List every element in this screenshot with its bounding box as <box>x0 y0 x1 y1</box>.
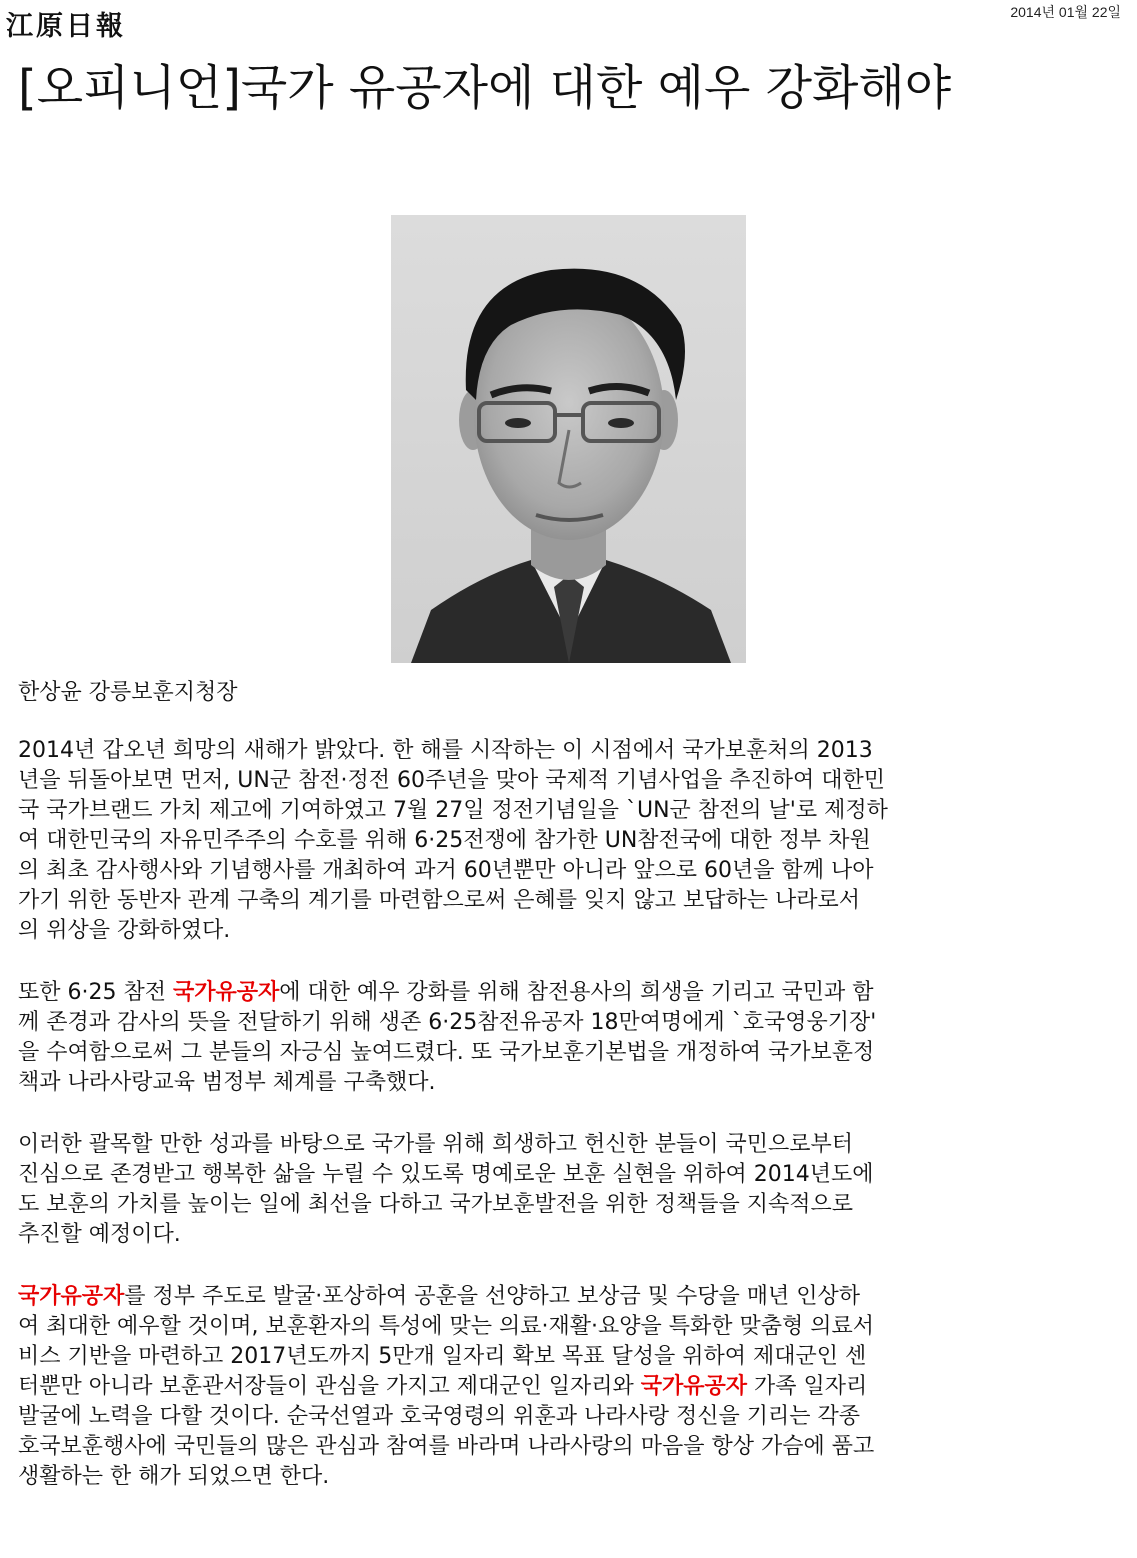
paragraph-line <box>18 1008 1120 1038</box>
paragraph-line <box>18 1130 1120 1160</box>
text-segment: 책과 나라사랑교육 범정부 체계를 구축했다. <box>18 1070 436 1095</box>
paragraph-line <box>18 1220 1120 1250</box>
text-segment: 생활하는 한 해가 되었으면 한다. <box>18 1464 330 1489</box>
portrait-image <box>391 215 746 663</box>
text-segment: 여 대한민국의 자유민주주의 수호를 위해 6·25전쟁에 참가한 UN참전국에 대한 정부 차원 <box>18 828 871 853</box>
text-segment: 가족 일자리 <box>747 1374 868 1399</box>
text-segment: 이러한 괄목할 만한 성과를 바탕으로 국가를 위해 희생하고 헌신한 분들이 국민으로부터 <box>18 1132 854 1157</box>
newspaper-masthead: 江原日報 <box>6 11 126 42</box>
text-segment: 를 정부 주도로 발굴·포상하여 공훈을 선양하고 보상금 및 수당을 매년 인상하 <box>124 1284 861 1309</box>
text-segment: 호국보훈행사에 국민들의 많은 관심과 참여를 바라며 나라사랑의 마음을 항상 가슴에 품고 <box>18 1434 875 1459</box>
paragraph-line <box>18 1312 1120 1342</box>
article-headline: [오피니언]국가 유공자에 대한 예우 강화해야 <box>18 60 952 116</box>
paragraph-line <box>18 1462 1120 1492</box>
paragraph-line <box>18 1342 1120 1372</box>
paragraph-line <box>18 1282 1120 1312</box>
text-segment: 을 수여함으로써 그 분들의 자긍심 높여드렸다. 또 국가보훈기본법을 개정하여 국가보훈정 <box>18 1040 875 1065</box>
paragraph-line <box>18 1068 1120 1098</box>
article-body <box>18 736 1120 1524</box>
author-photo <box>391 215 746 663</box>
paragraph-line <box>18 856 1120 886</box>
text-segment: 도 보훈의 가치를 높이는 일에 최선을 다하고 국가보훈발전을 위한 정책들을 지속적으로 <box>18 1192 854 1217</box>
paragraph-line <box>18 916 1120 946</box>
text-segment: 또한 6·25 참전 <box>18 980 173 1005</box>
paragraph-line <box>18 1038 1120 1068</box>
paragraph-line <box>18 1372 1120 1402</box>
text-segment: 의 최초 감사행사와 기념행사를 개최하여 과거 60년뿐만 아니라 앞으로 60년을 함께 나아 <box>18 858 874 883</box>
text-segment: 2014년 갑오년 희망의 새해가 밝았다. 한 해를 시작하는 이 시점에서 국가보훈처의 2013 <box>18 738 873 763</box>
text-segment: 에 대한 예우 강화를 위해 참전용사의 희생을 기리고 국민과 함 <box>279 980 874 1005</box>
text-segment: 국 국가브랜드 가치 제고에 기여하였고 7월 27일 정전기념일을 `UN군 참전의 날'로 제정하 <box>18 798 888 823</box>
paragraph-line <box>18 1190 1120 1220</box>
paragraph-line <box>18 796 1120 826</box>
text-segment: 께 존경과 감사의 뜻을 전달하기 위해 생존 6·25참전유공자 18만여명에게 `호국영웅기장' <box>18 1010 877 1035</box>
text-segment: 년을 뒤돌아보면 먼저, UN군 참전·정전 60주년을 맞아 국제적 기념사업을 추진하여 대한민 <box>18 768 886 793</box>
highlighted-keyword: 국가유공자 <box>640 1374 748 1399</box>
text-segment: 가기 위한 동반자 관계 구축의 계기를 마련함으로써 은혜를 잊지 않고 보답하는 나라로서 <box>18 888 860 913</box>
text-segment: 추진할 예정이다. <box>18 1222 181 1247</box>
text-segment: 비스 기반을 마련하고 2017년도까지 5만개 일자리 확보 목표 달성을 위하여 제대군인 센 <box>18 1344 867 1369</box>
paragraph-line <box>18 1402 1120 1432</box>
publication-date: 2014년 01월 22일 <box>1010 4 1121 20</box>
article-paragraph <box>18 1130 1120 1250</box>
article-paragraph <box>18 978 1120 1098</box>
text-segment: 터뿐만 아니라 보훈관서장들이 관심을 가지고 제대군인 일자리와 <box>18 1374 641 1399</box>
paragraph-line <box>18 886 1120 916</box>
paragraph-line <box>18 766 1120 796</box>
paragraph-line <box>18 1432 1120 1462</box>
highlighted-keyword: 국가유공자 <box>172 980 280 1005</box>
paragraph-line <box>18 736 1120 766</box>
article-paragraph <box>18 736 1120 946</box>
paragraph-line <box>18 826 1120 856</box>
text-segment: 발굴에 노력을 다할 것이다. 순국선열과 호국영령의 위훈과 나라사랑 정신을 기리는 각종 <box>18 1404 860 1429</box>
highlighted-keyword: 국가유공자 <box>18 1284 125 1309</box>
paragraph-line <box>18 978 1120 1008</box>
article-paragraph <box>18 1282 1120 1492</box>
text-segment: 의 위상을 강화하였다. <box>18 918 231 943</box>
author-byline: 한상윤 강릉보훈지청장 <box>18 680 238 705</box>
paragraph-line <box>18 1160 1120 1190</box>
text-segment: 여 최대한 예우할 것이며, 보훈환자의 특성에 맞는 의료·재활·요양을 특화한 맞춤형 의료서 <box>18 1314 874 1339</box>
text-segment: 진심으로 존경받고 행복한 삶을 누릴 수 있도록 명예로운 보훈 실현을 위하여 2014년도에 <box>18 1162 874 1187</box>
